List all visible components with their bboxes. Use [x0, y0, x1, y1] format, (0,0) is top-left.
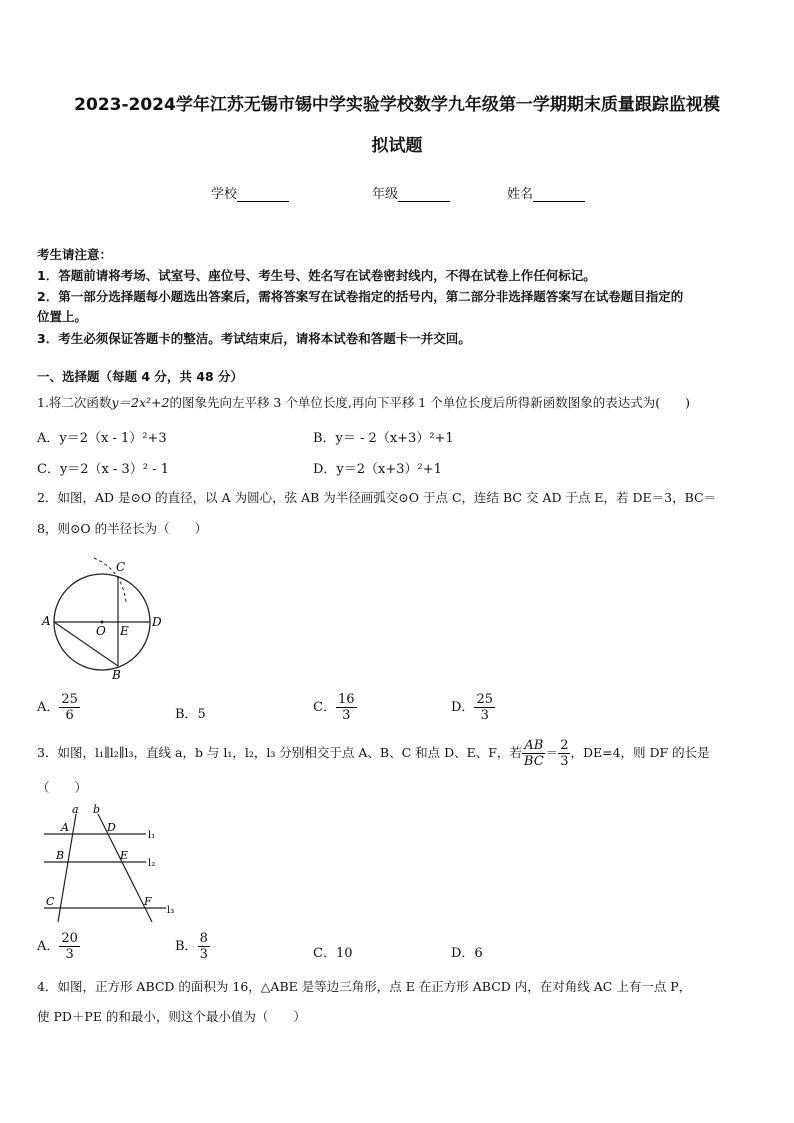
q2-option-b: B．5: [175, 707, 206, 722]
notice-heading: 考生请注意：: [37, 247, 113, 262]
q3-fraction-2-3: [558, 738, 570, 769]
q2-option-c-fraction: [336, 692, 357, 723]
q2-option-d-fraction: [474, 692, 495, 723]
label-e: E: [120, 624, 129, 638]
label-c-point: C: [46, 895, 55, 908]
q1-stem-start: 1.将二次函数: [37, 395, 112, 410]
label-d: D: [152, 615, 162, 629]
q2-option-d-prefix: D．: [451, 700, 475, 715]
page-title: 2023-2024学年江苏无锡市锡中学实验学校数学九年级第一学期期末质量跟踪监视模: [74, 95, 720, 115]
q1-option-c: C．y＝2（x - 3）² - 1: [37, 462, 169, 477]
q3-option-a-prefix: A．: [37, 939, 60, 954]
denominator: 3: [65, 947, 74, 962]
name-blank: [533, 189, 585, 202]
q2-option-c: [313, 692, 357, 723]
school-field: [211, 183, 289, 202]
label-a-line: a: [72, 804, 79, 816]
q4-stem-line1: 4．如图，正方形 ABCD 的面积为 16，△ABE 是等边三角形，点 E 在正方形 ABCD 内，在对角线 AC 上有一点 P，: [37, 979, 692, 994]
school-blank: [237, 189, 289, 202]
grade-blank: [398, 189, 450, 202]
label-d-point: D: [107, 821, 116, 834]
chord-ab: [54, 622, 118, 666]
q3-option-b-fraction: [198, 931, 210, 962]
q3-option-c: C．10: [313, 946, 353, 961]
q2-option-a-prefix: A．: [37, 700, 60, 715]
q2-option-c-prefix: C．: [313, 700, 336, 715]
denominator: 6: [65, 708, 74, 723]
denominator: BC: [523, 754, 544, 769]
q2-stem-line2: 8，则⊙O 的半径长为（ ）: [37, 521, 208, 536]
page-title-continued: 拟试题: [371, 136, 423, 156]
label-l3: l₃: [167, 905, 175, 916]
label-f-point: F: [144, 895, 152, 908]
q3-option-a-fraction: [59, 931, 80, 962]
q3-stem: [37, 736, 710, 770]
denominator: 3: [199, 947, 208, 962]
name-label: 姓名: [507, 187, 534, 202]
school-label: 学校: [211, 187, 238, 202]
grade-field: [372, 183, 450, 202]
notice-item-2-cont: 位置上。: [37, 309, 88, 324]
q2-stem-line1: 2．如图，AD 是⊙O 的直径，以 A 为圆心，弦 AB 为半径画弧交⊙O 于点 C，连结 BC 交 AD 于点 E，若 DE＝3，BC＝: [37, 490, 717, 505]
label-a-point: A: [61, 821, 69, 834]
q3-stem-start: 3．如图，l₁∥l₂∥l₃，直线 a，b 与 l₁，l₂，l₃ 分别相交于点 A、B、C 和点 D、E、F，若: [37, 745, 522, 760]
q2-option-a-fraction: [59, 692, 80, 723]
section-heading: 一、选择题（每题 4 分，共 48 分）: [37, 369, 244, 384]
denominator: 3: [480, 708, 489, 723]
q3-equals: ＝: [545, 745, 559, 760]
denominator: 3: [342, 708, 351, 723]
numerator: 20: [61, 931, 78, 946]
q2-option-d: [451, 692, 495, 723]
q4-stem-line2: 使 PD＋PE 的和最小，则这个最小值为（ ）: [37, 1009, 306, 1024]
notice-item-1: 1．答题前请将考场、试室号、座位号、考生号、姓名写在试卷密封线内，不得在试卷上作任何标记。: [37, 268, 596, 283]
label-b: B: [112, 668, 121, 682]
denominator: 3: [560, 754, 569, 769]
label-e-point: E: [120, 849, 129, 862]
q2-option-a: [37, 692, 80, 723]
numerator: AB: [524, 738, 544, 753]
q3-option-a: [37, 931, 80, 962]
q3-fraction-ab-bc: [522, 738, 546, 769]
label-l2: l₂: [148, 858, 156, 869]
label-c: C: [116, 560, 126, 574]
label-l1: l₁: [148, 830, 156, 841]
notice-item-2: 2．第一部分选择题每小题选出答案后，需将答案写在试卷指定的括号内，第二部分非选择题答案写在试卷题目指定的: [37, 289, 684, 304]
numerator: 25: [61, 692, 78, 707]
q3-paren: （ ）: [37, 780, 88, 795]
q1-option-d: D．y＝2（x+3）²+1: [313, 462, 442, 477]
q3-option-d: D．6: [451, 946, 483, 961]
numerator: 2: [560, 738, 569, 753]
label-b-line: b: [93, 804, 101, 816]
label-o: O: [96, 624, 106, 638]
q3-parallel-lines-figure: [36, 804, 186, 924]
notice-item-3: 3．考生必须保证答题卡的整洁。考试结束后，请将本试卷和答题卡一并交回。: [37, 331, 471, 346]
q3-option-b-prefix: B．: [175, 939, 198, 954]
grade-label: 年级: [372, 187, 399, 202]
numerator: 25: [476, 692, 493, 707]
name-field: [507, 183, 585, 202]
label-a: A: [42, 614, 51, 628]
q3-option-b: [175, 931, 210, 962]
q2-circle-figure: [36, 548, 171, 683]
q1-stem-end: 的图象先向左平移 3 个单位长度,再向下平移 1 个单位长度后所得新函数图象的表达式为( ): [169, 395, 690, 410]
numerator: 16: [337, 692, 355, 707]
q1-stem: [37, 394, 690, 412]
numerator: 8: [199, 931, 208, 946]
q1-option-b: B．y＝ - 2（x+3）²+1: [313, 431, 454, 446]
label-b-point: B: [56, 849, 65, 862]
q1-formula: y＝2x²+2: [111, 395, 170, 410]
q1-option-a: A．y＝2（x - 1）²+3: [37, 431, 167, 446]
q3-stem-end: ，DE=4，则 DF 的长是: [570, 745, 710, 760]
